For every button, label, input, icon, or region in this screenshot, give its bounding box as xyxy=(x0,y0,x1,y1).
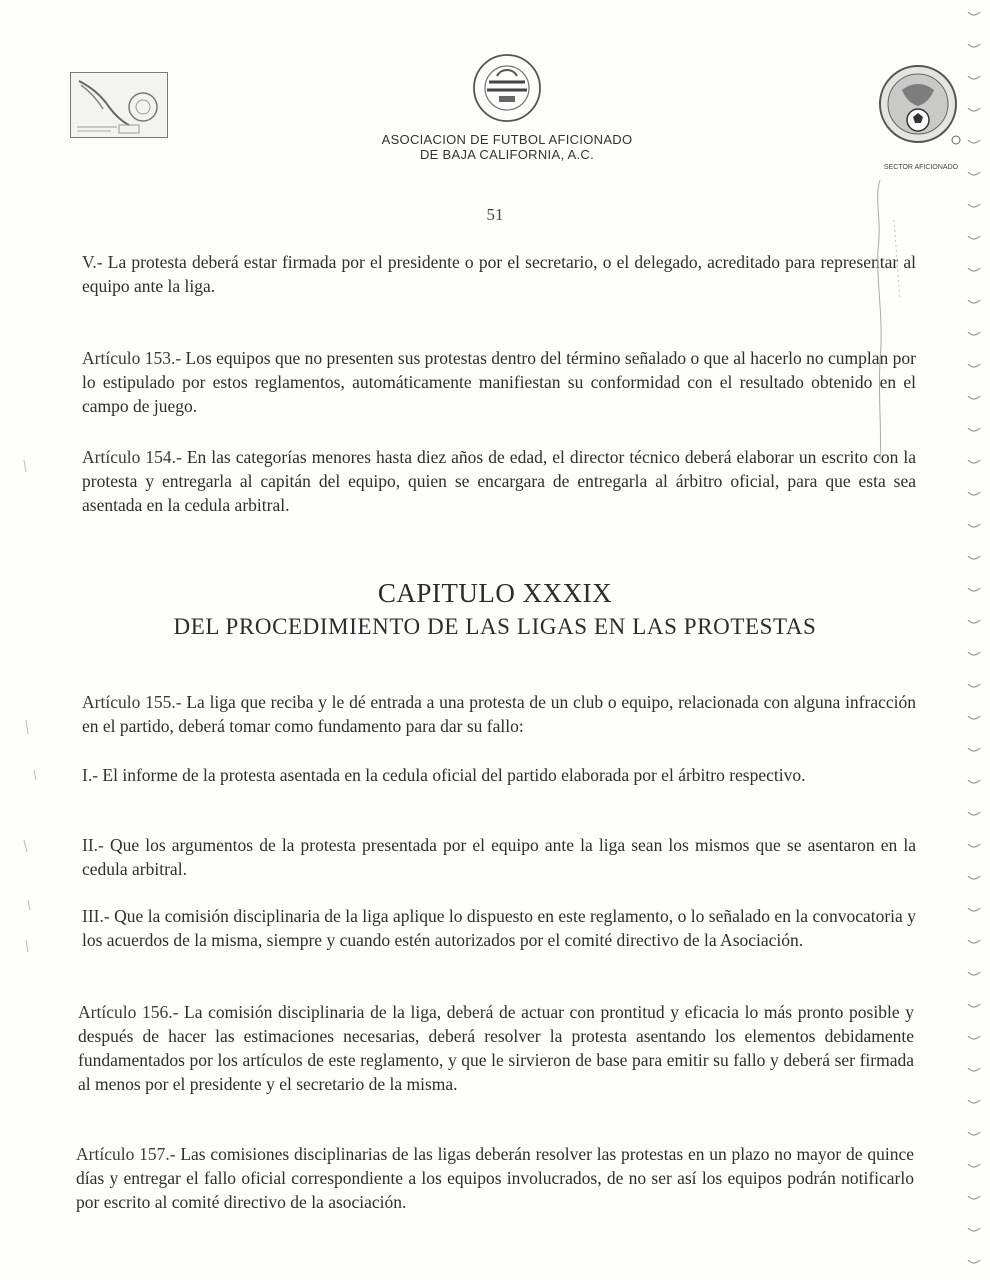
article-155 xyxy=(82,690,916,738)
article-label: Artículo 155.- xyxy=(82,692,182,712)
article-label: Artículo 157.- xyxy=(76,1144,176,1164)
paragraph-text: La protesta deberá estar firmada por el presidente o por el secretario, o el delegado, acreditado para representar al equipo ante la liga. xyxy=(82,252,916,296)
article-label: Artículo 154.- xyxy=(82,447,182,467)
paragraph-text: Que los argumentos de la protesta presentada por el equipo ante la liga sean los mismos que se asentaron en la cedula arbitral. xyxy=(82,835,916,879)
association-name-line1: ASOCIACION DE FUTBOL AFICIONADO xyxy=(381,132,633,147)
page-number: 51 xyxy=(486,205,504,224)
article-157 xyxy=(76,1142,914,1214)
paragraph-text: En las categorías menores hasta diez años de edad, el director técnico deberá elaborar un escrito con la protesta y entregarla al capitán del equipo, quien se encargara de entregarla al árbitro oficial, para que esta sea asentada en la cedula arbitral. xyxy=(82,447,916,515)
emblem-caption: SECTOR AFICIONADO xyxy=(883,164,959,171)
clause-ii xyxy=(82,833,916,881)
paragraph-v xyxy=(82,250,916,298)
paragraph-text: Los equipos que no presenten sus protestas dentro del término señalado o que al hacerlo no cumplan por lo estipulado por estos reglamentos, automáticamente manifiestan su conformidad con el resultado obtenido en el campo de juego. xyxy=(82,348,916,416)
chapter-title: CAPITULO XXXIX xyxy=(377,578,613,608)
clause-label: II.- xyxy=(82,835,104,855)
binding-marks xyxy=(950,0,990,1280)
scan-streak xyxy=(872,180,912,460)
left-margin-marks xyxy=(14,380,44,1000)
clause-label: V.- xyxy=(82,252,103,272)
article-label: Artículo 153.- xyxy=(82,348,182,368)
association-name-line2: DE BAJA CALIFORNIA, A.C. xyxy=(419,147,595,162)
clause-label: III.- xyxy=(82,906,110,926)
paragraph-text: Que la comisión disciplinaria de la liga aplique lo dispuesto en este reglamento, o lo señalado en la convocatoria y los acuerdos de la misma, siempre y cuando estén autorizados por el comité directivo de la Asociación. xyxy=(82,906,916,950)
paragraph-text: La comisión disciplinaria de la liga, deberá de actuar con prontitud y eficacia lo más pronto posible y después de hacer las estimaciones necesarias, deberá resolver la protesta asentando los elementos debidamente fundamentados por los artículos de este reglamento, y que le sirvieron de base para emitir su fallo y deberá ser firmada al menos por el presidente y el secretario de la misma. xyxy=(78,1002,915,1094)
clause-label: I.- xyxy=(82,765,99,785)
article-154 xyxy=(82,445,916,517)
clause-i xyxy=(82,763,916,787)
paragraph-text: Las comisiones disciplinarias de las ligas deberán resolver las protestas en un plazo no mayor de quince días y entregar el fallo oficial correspondiente a los equipos involucrados, de no ser así los equipos podrán notificarlo por escrito al comité directivo de la asociación. xyxy=(76,1144,914,1212)
article-156 xyxy=(78,1000,914,1096)
paragraph-text: El informe de la protesta asentada en la cedula oficial del partido elaborada por el árbitro respectivo. xyxy=(98,765,806,785)
chapter-subtitle: DEL PROCEDIMIENTO DE LAS LIGAS EN LAS PROTESTAS xyxy=(173,614,817,639)
fmf-logo xyxy=(471,52,543,124)
baja-california-logo xyxy=(70,72,168,138)
article-153 xyxy=(82,346,916,418)
association-name xyxy=(300,132,714,162)
paragraph-text: La liga que reciba y le dé entrada a una protesta de un club o equipo, relacionada con alguna infracción en el partido, deberá tomar como fundamento para dar su fallo: xyxy=(82,692,916,736)
clause-iii xyxy=(82,904,916,952)
article-label: Artículo 156.- xyxy=(78,1002,179,1022)
